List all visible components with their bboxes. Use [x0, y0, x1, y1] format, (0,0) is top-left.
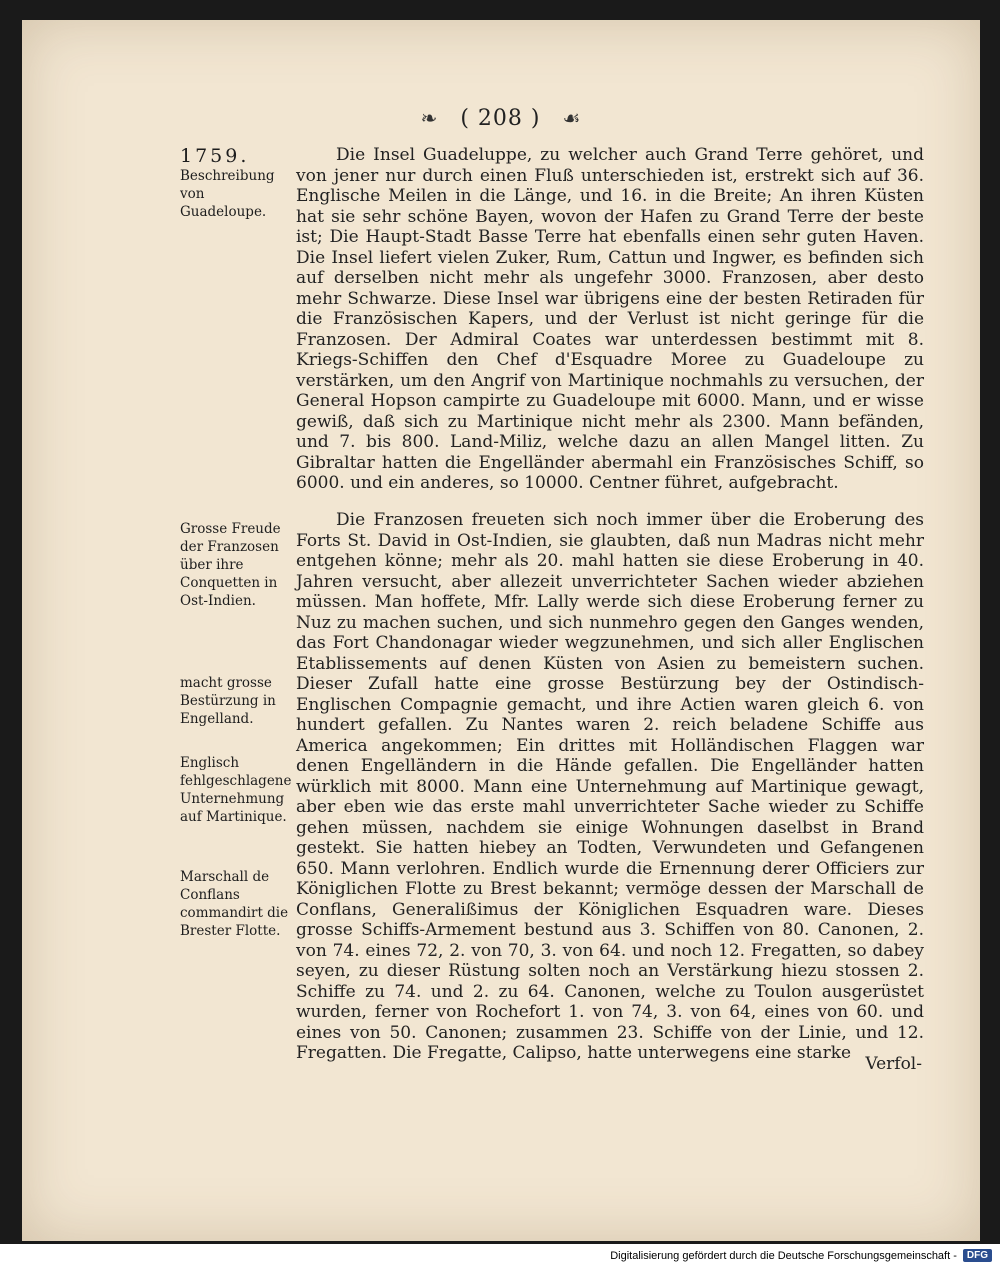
margin-year: 1759.: [180, 145, 250, 167]
page-header: [22, 106, 980, 131]
body-paragraph-2: Die Franzosen freueten sich noch immer über die Eroberung des Forts St. David in Ost-Indien, sie glaubten, daß nun Madras nicht mehr entgehen könne; mehr als 20. mahl hatten sie diese Eroberung in 40. Jahren versucht, aber allezeit unverrichteter Sachen wieder abziehen müssen. Man hoffete, Mfr. Lally werde sich diese Eroberung ferner zu Nuz zu machen suchen, und sich nunmehro gegen den Ganges wenden, das Fort Chandonagar wieder wegzunehmen, und sich aller Englischen Etablissements auf denen Küsten von Asien zu bemeistern suchen. Dieser Zufall hatte eine grosse Bestürzung bey der Ostindisch-Englischen Compagnie gemacht, und ihre Actien waren gleich 6. von hundert gefallen. Zu Nantes waren 2. reich beladene Schiffe aus America angekommen; Ein drittes mit Holländischen Flaggen war denen Engelländern in die Hände gefallen. Die Engelländer hatten würklich mit 8000. Mann eine Unternehmung auf Martinique gewagt, aber eben wie das erste mahl unverrichteter Sache wieder zu Schiffe gehen müssen, nachdem sie einige Wohnungen daselbst in Brand gestekt. Sie hatten hiebey an Todten, Verwundeten und Gefangenen 650. Mann verlohren. Endlich wurde die Ernennung derer Officiers zur Königlichen Flotte zu Brest bekannt; vermöge dessen der Marschall de Conflans, Generalißimus der Königlichen Esquadren ware. Dieses grosse Schiffs-Armement bestund aus 3. Schiffen von 80. Canonen, 2. von 74. eines 72, 2. von 70, 3. von 64. und noch 12. Fregatten, so dabey seyen, zu dieser Rüstung solten noch an Verstärkung hiezu stossen 2. Schiffe zu 74. und 2. zu 64. Canonen, welche zu Toulon ausgerüstet wurden, ferner von Rochefort 1. von 74, 3. von 64, eines von 60. und eines von 50. Canonen; zusammen 23. Schiffe von der Linie, und 12. Fregatten. Die Fregatte, Calipso, hatte unterwegens eine starke: [296, 510, 924, 1063]
margin-note-3: macht grosse Bestürzung in Engelland.: [180, 675, 276, 727]
margin-note-text: Beschreibung von Guadeloupe.: [180, 168, 275, 220]
body-paragraph-1-block: [296, 145, 924, 494]
body-paragraph-1: Die Insel Guadeluppe, zu welcher auch Grand Terre gehöret, und von jener nur durch einen Fluß unterschieden ist, erstrekt sich auf 36. Englische Meilen in die Länge, und 16. in die Breite; An ihren Küsten hat sie sehr schöne Bayen, wovon der Hafen zu Grand Terre der beste ist; Die Haupt-Stadt Basse Terre hat ebenfalls einen sehr guten Haven. Die Insel liefert vielen Zuker, Rum, Cattun und Ingwer, es befinden sich auf derselben nicht mehr als ungefehr 3000. Franzosen, aber desto mehr Schwarze. Diese Insel war übrigens eine der besten Retiraden für die Französischen Kapers, und der Verlust ist nicht geringe für die Franzosen. Der Admiral Coates war unterdessen bestimmt mit 8. Kriegs-Schiffen den Chef d'Esquadre Moree zu Guadeloupe zu verstärken, um den Angrif von Martinique nochmahls zu versuchen, der General Hopson campirte zu Guadeloupe mit 6000. Mann, und er wisse gewiß, daß sich zu Martinique nicht mehr als 2300. Mann befänden, und 7. bis 800. Land-Miliz, welche dazu an allen Mangel litten. Zu Gibraltar hatten die Engelländer abermahl ein Französisches Schiff, so 6000. und ein anderes, so 10000. Centner führet, aufgebracht.: [296, 145, 924, 493]
page-number: ( 208 ): [460, 106, 541, 131]
dfg-logo-icon: DFG: [963, 1249, 992, 1262]
body-paragraph-2-block: [296, 510, 924, 1064]
document-page: [22, 20, 980, 1241]
footer-credit: Digitalisierung gefördert durch die Deutsche Forschungsgemeinschaft -: [610, 1249, 957, 1262]
margin-note-1: [180, 145, 292, 221]
margin-note-4: Englisch fehlgeschlagene Unternehmung auf Martinique.: [180, 755, 292, 825]
ornament-left-icon: ❧: [420, 106, 439, 130]
catchword: Verfol-: [865, 1054, 922, 1074]
margin-note-5: Marschall de Conflans commandirt die Brester Flotte.: [180, 869, 289, 939]
digitization-footer: [0, 1244, 1000, 1267]
margin-note-2: Grosse Freude der Franzosen über ihre Conquetten in Ost-Indien.: [180, 521, 281, 609]
ornament-right-icon: ☙: [562, 106, 582, 130]
